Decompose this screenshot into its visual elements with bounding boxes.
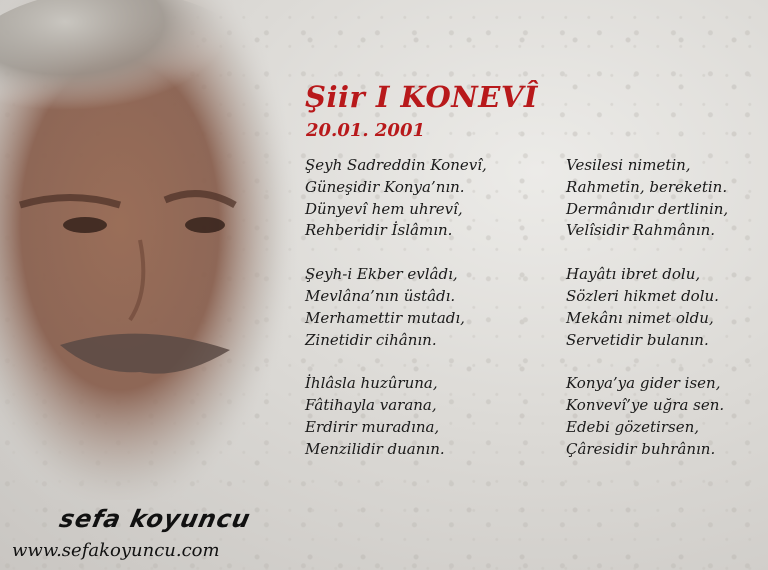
poem-column-right bbox=[566, 155, 728, 483]
verse-line: Menzilidir duanın. bbox=[305, 439, 445, 458]
poem-title: Şiir I KONEVÎ bbox=[305, 80, 538, 114]
verse-line: Fâtihayla varana, bbox=[305, 396, 437, 415]
portrait-photo bbox=[0, 0, 300, 500]
verse-line: Konvevî’ye uğra sen. bbox=[566, 396, 725, 415]
stanza bbox=[566, 373, 728, 460]
website-url: www.sefakoyuncu.com bbox=[12, 540, 220, 561]
signature: sefa koyuncu bbox=[57, 505, 254, 533]
verse-line: Velîsidir Rahmânın. bbox=[566, 221, 716, 240]
verse-line: Güneşidir Konya’nın. bbox=[305, 177, 465, 196]
verse-line: Konya’ya gider isen, bbox=[566, 374, 721, 393]
verse-line: Dermânıdır dertlinin, bbox=[566, 199, 729, 218]
verse-line: Edebi gözetirsen, bbox=[566, 417, 700, 436]
stanza bbox=[566, 264, 728, 351]
verse-line: Mevlâna’nın üstâdı. bbox=[305, 286, 456, 305]
verse-line: Merhamettir mutadı, bbox=[305, 308, 465, 327]
verse-line: İhlâsla huzûruna, bbox=[305, 374, 438, 393]
verse-line: Zinetidir cihânın. bbox=[305, 330, 437, 349]
verse-line: Şeyh Sadreddin Konevî, bbox=[305, 156, 487, 174]
verse-line: Dünyevî hem uhrevî, bbox=[305, 199, 463, 218]
verse-line: Rahmetin, bereketin. bbox=[566, 177, 728, 196]
verse-line: Şeyh-i Ekber evlâdı, bbox=[305, 265, 458, 284]
poem-column-left bbox=[305, 155, 487, 483]
verse-line: Erdirir muradına, bbox=[305, 417, 440, 436]
stanza bbox=[305, 373, 487, 460]
stanza bbox=[305, 155, 487, 242]
stanza bbox=[305, 264, 487, 351]
verse-line: Vesilesi nimetin, bbox=[566, 156, 691, 174]
verse-line: Rehberidir İslâmın. bbox=[305, 221, 453, 240]
verse-line: Servetidir bulanın. bbox=[566, 330, 709, 349]
verse-line: Hayâtı ibret dolu, bbox=[566, 265, 701, 284]
stanza bbox=[566, 155, 728, 242]
verse-line: Sözleri hikmet dolu. bbox=[566, 286, 719, 305]
verse-line: Mekânı nimet oldu, bbox=[566, 308, 714, 327]
poem-date: 20.01. 2001 bbox=[306, 120, 425, 141]
verse-line: Çâresidir buhrânın. bbox=[566, 439, 716, 458]
